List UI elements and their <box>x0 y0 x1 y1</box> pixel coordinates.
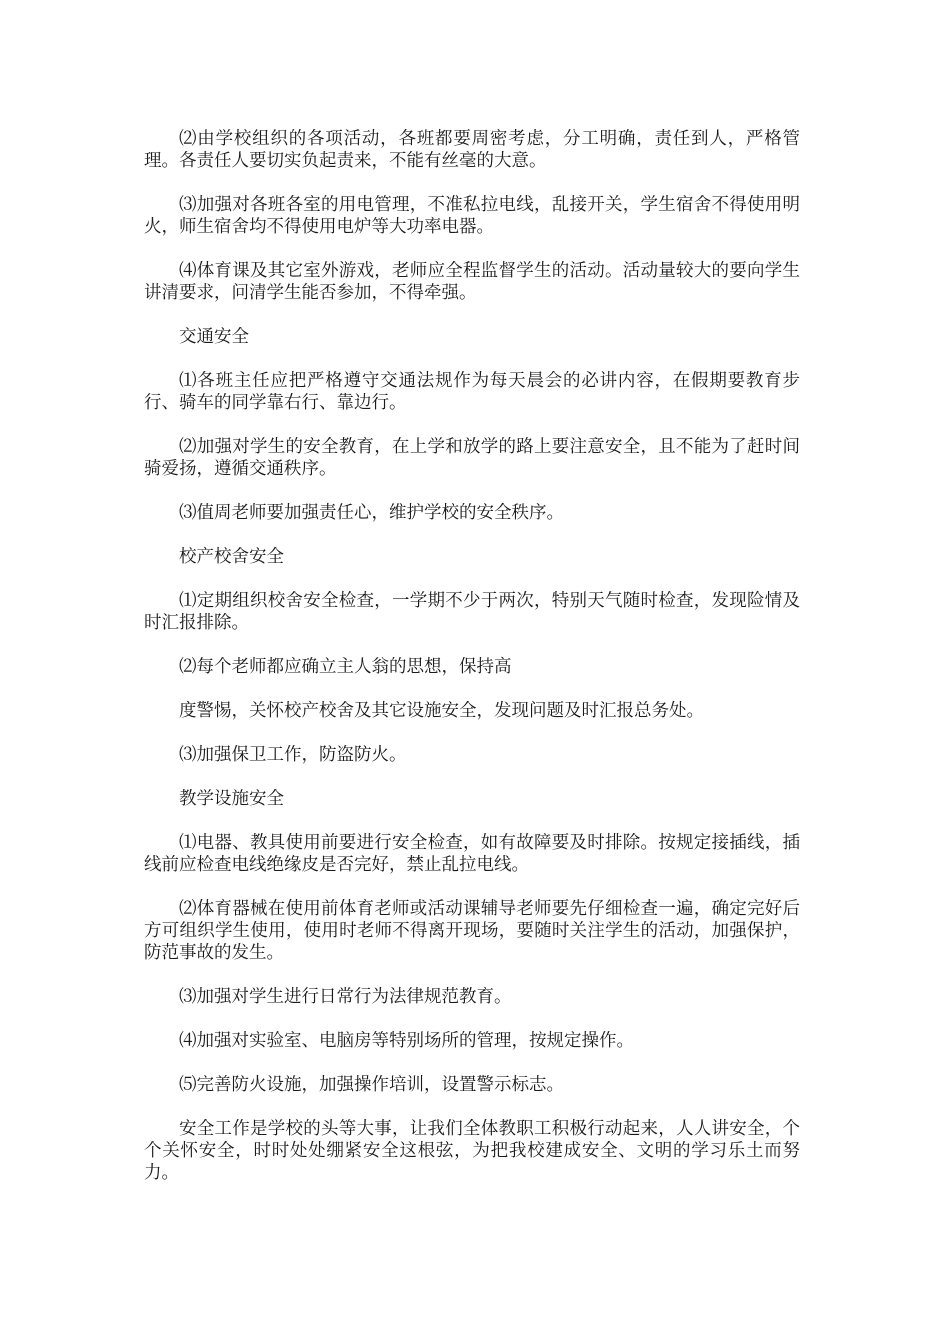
paragraph-duty-teacher: ⑶值周老师要加强责任心，维护学校的安全秩序。 <box>179 503 564 523</box>
paragraph-traffic-rules: ⑴各班主任应把严格遵守交通法规作为每天晨会的必讲内容，在假期要教育步行、骑车的同学靠右行、靠边行。 <box>144 371 800 413</box>
paragraph-electricity-management: ⑶加强对各班各室的用电管理，不准私拉电线，乱接开关，学生宿舍不得使用明火，师生宿舍均不得使用电炉等大功率电器。 <box>144 195 800 237</box>
paragraph-pe-supervision: ⑷体育课及其它室外游戏，老师应全程监督学生的活动。活动量较大的要向学生讲清要求，问清学生能否参加，不得牵强。 <box>144 261 800 303</box>
paragraph-campus-activities: ⑵由学校组织的各项活动，各班都要周密考虑，分工明确，责任到人，严格管理。各责任人要切实负起责来，不能有丝毫的大意。 <box>144 129 800 171</box>
paragraph-security-work: ⑶加强保卫工作，防盗防火。 <box>179 745 407 765</box>
paragraph-special-rooms: ⑷加强对实验室、电脑房等特别场所的管理，按规定操作。 <box>179 1031 634 1051</box>
paragraph-conclusion: 安全工作是学校的头等大事，让我们全体教职工积极行动起来，人人讲安全，个个关怀安全，时时处处绷紧安全这根弦，为把我校建成安全、文明的学习乐土而努力。 <box>144 1119 800 1183</box>
paragraph-ownership-part-1: ⑵每个老师都应确立主人翁的思想，保持高 <box>179 657 512 677</box>
paragraph-fire-prevention: ⑸完善防火设施，加强操作培训，设置警示标志。 <box>179 1075 564 1095</box>
paragraph-behavior-education: ⑶加强对学生进行日常行为法律规范教育。 <box>179 987 512 1007</box>
section-heading-teaching-facility-safety: 教学设施安全 <box>179 789 284 809</box>
section-heading-traffic-safety: 交通安全 <box>179 327 249 347</box>
document-page <box>144 128 800 1206</box>
paragraph-traffic-education: ⑵加强对学生的安全教育，在上学和放学的路上要注意安全，且不能为了赶时间骑爱扬，遵循交通秩序。 <box>144 437 800 479</box>
section-heading-property-safety: 校产校舍安全 <box>179 547 284 567</box>
paragraph-sports-equipment: ⑵体育器械在使用前体育老师或活动课辅导老师要先仔细检查一遍，确定完好后方可组织学生使用，使用时老师不得离开现场，要随时关注学生的活动，加强保护，防范事故的发生。 <box>144 899 800 963</box>
paragraph-building-inspection: ⑴定期组织校舍安全检查，一学期不少于两次，特别天气随时检查，发现险情及时汇报排除。 <box>144 591 800 633</box>
paragraph-equipment-inspection: ⑴电器、教具使用前要进行安全检查，如有故障要及时排除。按规定接插线，插线前应检查电线绝缘皮是否完好，禁止乱拉电线。 <box>144 833 800 875</box>
paragraph-ownership-part-2: 度警惕，关怀校产校舍及其它设施安全，发现问题及时汇报总务处。 <box>179 701 704 721</box>
